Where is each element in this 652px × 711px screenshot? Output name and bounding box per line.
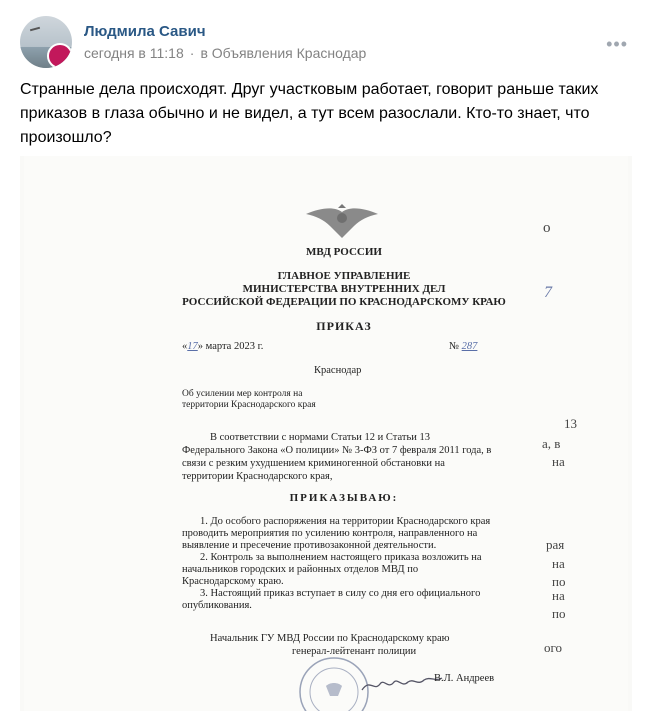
date-day: 17: [187, 341, 198, 352]
avatar-bird: [30, 27, 40, 32]
agency-name: МВД РОССИИ: [306, 246, 382, 258]
ministry-line-3: РОССИЙСКОЙ ФЕДЕРАЦИИ ПО КРАСНОДАРСКОМУ КРАЮ: [182, 296, 506, 308]
post-header: [20, 16, 632, 72]
subject-line-1: Об усилении мер контроля на: [182, 389, 303, 399]
avatar[interactable]: [20, 16, 72, 68]
ministry-line-2: МИНИСТЕРСТВА ВНУТРЕННИХ ДЕЛ: [242, 283, 446, 295]
edge-fragment-4: а, в: [542, 436, 561, 451]
eagle-emblem-icon: [304, 204, 380, 240]
meta-separator: ·: [189, 45, 195, 61]
date-rest: » марта 2023 г.: [197, 341, 264, 352]
signer-title: Начальник ГУ МВД России по Краснодарскому краю: [210, 633, 450, 644]
order-number: [449, 341, 477, 352]
preamble-line-3: связи с резким ухудшением криминогенной обстановки на: [182, 458, 445, 469]
edge-fragment-6: рая: [546, 537, 565, 552]
signer-name: В.Л. Андреев: [434, 673, 495, 684]
preamble-line-1: В соответствии с нормами Статьи 12 и Статьи 13: [210, 432, 431, 443]
preamble-line-4: территории Краснодарского края,: [182, 471, 333, 482]
edge-fragment-2: 7: [544, 284, 552, 301]
date-open-quote: «: [182, 341, 188, 352]
edge-fragment-1: о: [543, 220, 551, 236]
document-city: Краснодар: [314, 365, 362, 376]
item-1-line-1: 1. До особого распоряжения на территории Краснодарского края: [200, 516, 491, 527]
edge-fragment-11: ого: [544, 640, 563, 655]
order-word: ПРИКАЗЫВАЮ:: [289, 492, 399, 504]
item-2-line-3: Краснодарскому краю.: [182, 576, 284, 587]
number-prefix: №: [449, 341, 460, 352]
preamble-line-2: Федерального Закона «О полиции» № 3-ФЗ от 7 февраля 2011 года, в: [182, 445, 492, 456]
avatar-badge: [47, 43, 72, 68]
order-date: [182, 341, 263, 352]
post-text: Странные дела происходят. Друг участковым работает, говорит раньше таких приказов в глаза обычно и не видел, а тут всем разослали. Кто-то знает, что произошло?: [20, 81, 599, 146]
edge-fragment-8: по: [552, 574, 566, 589]
subject-line-2: территории Краснодарского края: [182, 400, 316, 410]
community-link[interactable]: в Объявления Краснодар: [200, 45, 367, 61]
item-2-line-1: 2. Контроль за выполнением настоящего приказа возложить на: [200, 552, 482, 563]
handwritten-signature-icon: [360, 672, 444, 696]
edge-fragment-7: на: [552, 556, 565, 571]
more-dots-icon[interactable]: •••: [606, 34, 628, 54]
author-name[interactable]: Людмила Савич: [84, 23, 206, 40]
item-3-line-2: опубликования.: [182, 600, 252, 611]
edge-fragment-9: на: [552, 588, 565, 603]
post-meta: [84, 45, 366, 61]
post-time[interactable]: сегодня в 11:18: [84, 45, 184, 61]
attached-photo[interactable]: [20, 156, 632, 711]
item-1-line-3: выявление и пресечение противозаконной деятельности.: [182, 540, 437, 551]
edge-fragment-5: на: [552, 454, 565, 469]
ministry-line-1: ГЛАВНОЕ УПРАВЛЕНИЕ: [277, 270, 411, 282]
number-value: 287: [461, 341, 478, 352]
edge-fragment-10: по: [552, 606, 566, 621]
edge-fragment-3: 13: [564, 416, 577, 431]
item-2-line-2: начальников городских и районных отделов МВД по: [182, 564, 419, 575]
document-page: [24, 156, 628, 711]
item-3-line-1: 3. Настоящий приказ вступает в силу со дня его официального: [200, 588, 481, 599]
document-type: ПРИКАЗ: [316, 319, 372, 333]
signer-rank: генерал-лейтенант полиции: [292, 646, 417, 657]
item-1-line-2: проводить мероприятия по усилению контроля, направленного на: [182, 528, 478, 539]
